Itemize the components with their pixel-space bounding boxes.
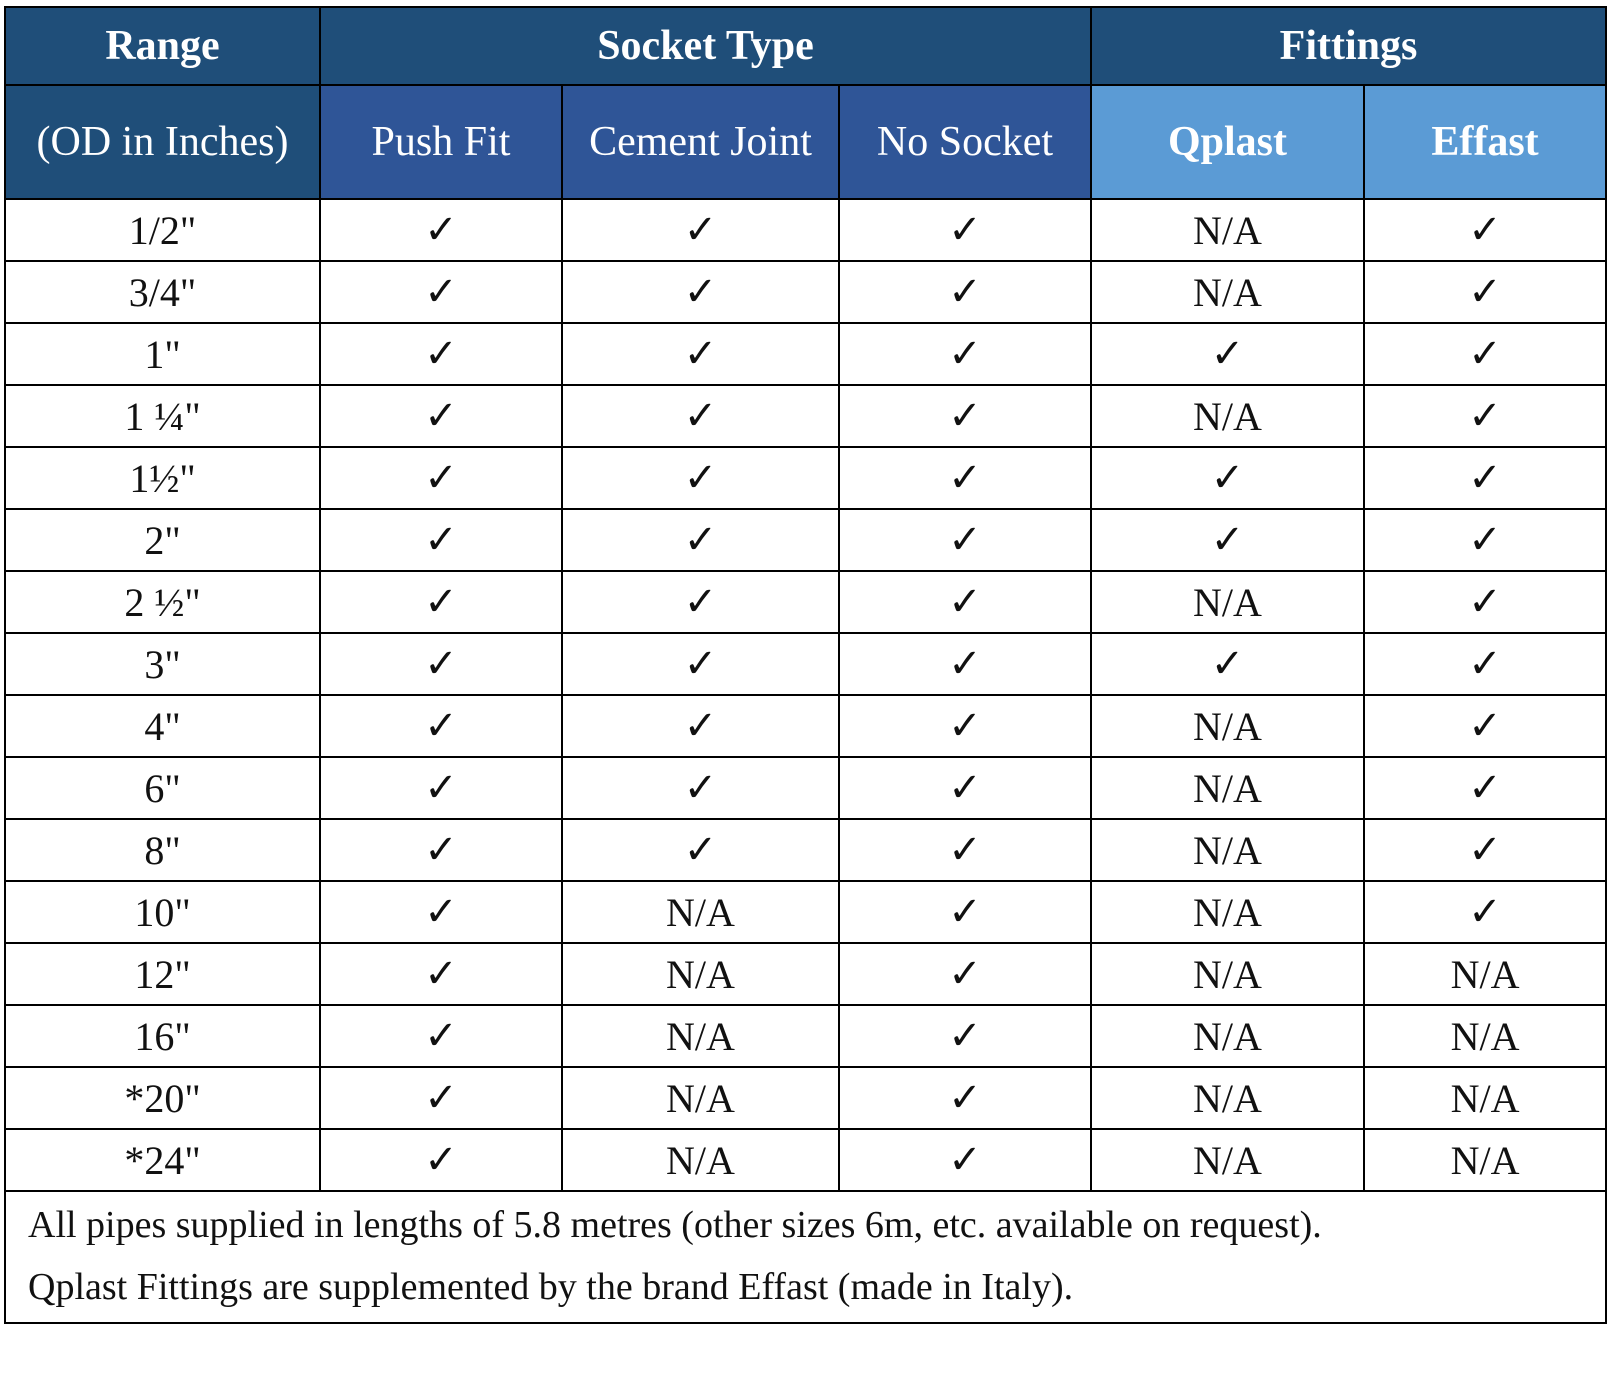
push-fit-check-icon: ✓ [320, 509, 562, 571]
cement-joint-check-icon: ✓ [562, 819, 839, 881]
no-socket-check-icon: ✓ [839, 881, 1091, 943]
qplast-cell: N/A [1091, 571, 1364, 633]
size-cell: 3" [5, 633, 320, 695]
cement-joint-cell: N/A [562, 1005, 839, 1067]
size-cell: 1½" [5, 447, 320, 509]
no-socket-check-icon: ✓ [839, 1067, 1091, 1129]
size-cell: 1/2" [5, 199, 320, 261]
no-socket-check-icon: ✓ [839, 1129, 1091, 1191]
effast-cell: N/A [1364, 943, 1606, 1005]
cement-joint-check-icon: ✓ [562, 633, 839, 695]
push-fit-check-icon: ✓ [320, 757, 562, 819]
qplast-cell: N/A [1091, 695, 1364, 757]
table-row [5, 757, 1606, 819]
push-fit-check-icon: ✓ [320, 943, 562, 1005]
size-cell: 3/4" [5, 261, 320, 323]
pipe-range-table [4, 6, 1607, 1324]
table-row [5, 1005, 1606, 1067]
effast-check-icon: ✓ [1364, 509, 1606, 571]
no-socket-check-icon: ✓ [839, 447, 1091, 509]
qplast-cell: N/A [1091, 1129, 1364, 1191]
qplast-cell: N/A [1091, 881, 1364, 943]
header-row-sub [5, 85, 1606, 199]
effast-cell: N/A [1364, 1129, 1606, 1191]
cement-joint-cell: N/A [562, 881, 839, 943]
size-cell: 2 ½" [5, 571, 320, 633]
table-row [5, 881, 1606, 943]
table-row [5, 819, 1606, 881]
table-row [5, 1067, 1606, 1129]
push-fit-check-icon: ✓ [320, 323, 562, 385]
cement-joint-check-icon: ✓ [562, 323, 839, 385]
effast-check-icon: ✓ [1364, 881, 1606, 943]
cement-joint-check-icon: ✓ [562, 199, 839, 261]
no-socket-check-icon: ✓ [839, 695, 1091, 757]
push-fit-check-icon: ✓ [320, 447, 562, 509]
qplast-cell: N/A [1091, 1005, 1364, 1067]
fittings-header: Fittings [1091, 7, 1606, 85]
size-cell: *20" [5, 1067, 320, 1129]
push-fit-check-icon: ✓ [320, 261, 562, 323]
header-row-top [5, 7, 1606, 85]
size-cell: 12" [5, 943, 320, 1005]
qplast-check-icon: ✓ [1091, 633, 1364, 695]
table-row [5, 571, 1606, 633]
push-fit-check-icon: ✓ [320, 819, 562, 881]
cement-joint-check-icon: ✓ [562, 447, 839, 509]
push-fit-check-icon: ✓ [320, 695, 562, 757]
effast-check-icon: ✓ [1364, 199, 1606, 261]
socket-type-header: Socket Type [320, 7, 1091, 85]
effast-check-icon: ✓ [1364, 385, 1606, 447]
no-socket-check-icon: ✓ [839, 199, 1091, 261]
table-row [5, 323, 1606, 385]
effast-check-icon: ✓ [1364, 447, 1606, 509]
qplast-cell: N/A [1091, 757, 1364, 819]
no-socket-check-icon: ✓ [839, 943, 1091, 1005]
table-row [5, 1129, 1606, 1191]
table-row [5, 199, 1606, 261]
qplast-cell: N/A [1091, 943, 1364, 1005]
table-body [5, 199, 1606, 1191]
no-socket-check-icon: ✓ [839, 571, 1091, 633]
qplast-check-icon: ✓ [1091, 447, 1364, 509]
effast-check-icon: ✓ [1364, 261, 1606, 323]
no-socket-check-icon: ✓ [839, 633, 1091, 695]
effast-check-icon: ✓ [1364, 757, 1606, 819]
size-cell: 1 ¼" [5, 385, 320, 447]
push-fit-check-icon: ✓ [320, 633, 562, 695]
qplast-check-icon: ✓ [1091, 509, 1364, 571]
cement-joint-check-icon: ✓ [562, 695, 839, 757]
no-socket-check-icon: ✓ [839, 261, 1091, 323]
no-socket-check-icon: ✓ [839, 1005, 1091, 1067]
size-cell: *24" [5, 1129, 320, 1191]
notes-row [5, 1191, 1606, 1323]
size-cell: 8" [5, 819, 320, 881]
cement-joint-check-icon: ✓ [562, 571, 839, 633]
no-socket-check-icon: ✓ [839, 385, 1091, 447]
table-row [5, 943, 1606, 1005]
push-fit-check-icon: ✓ [320, 881, 562, 943]
qplast-cell: N/A [1091, 1067, 1364, 1129]
size-cell: 6" [5, 757, 320, 819]
size-cell: 16" [5, 1005, 320, 1067]
push-fit-check-icon: ✓ [320, 571, 562, 633]
effast-header: Effast [1364, 85, 1606, 199]
qplast-cell: N/A [1091, 199, 1364, 261]
table-row [5, 509, 1606, 571]
note-effast: Qplast Fittings are supplemented by the brand Effast (made in Italy). [28, 1266, 1074, 1308]
size-cell: 4" [5, 695, 320, 757]
push-fit-check-icon: ✓ [320, 385, 562, 447]
no-socket-check-icon: ✓ [839, 757, 1091, 819]
range-header: Range [5, 7, 320, 85]
no-socket-check-icon: ✓ [839, 819, 1091, 881]
range-subheader: (OD in Inches) [5, 85, 320, 199]
no-socket-check-icon: ✓ [839, 509, 1091, 571]
notes-cell [5, 1191, 1606, 1323]
qplast-cell: N/A [1091, 819, 1364, 881]
push-fit-check-icon: ✓ [320, 199, 562, 261]
qplast-header: Qplast [1091, 85, 1364, 199]
table-row [5, 447, 1606, 509]
qplast-cell: N/A [1091, 261, 1364, 323]
effast-cell: N/A [1364, 1067, 1606, 1129]
effast-cell: N/A [1364, 1005, 1606, 1067]
table-row [5, 261, 1606, 323]
cement-joint-cell: N/A [562, 943, 839, 1005]
effast-check-icon: ✓ [1364, 571, 1606, 633]
push-fit-check-icon: ✓ [320, 1129, 562, 1191]
cement-joint-cell: N/A [562, 1067, 839, 1129]
qplast-cell: N/A [1091, 385, 1364, 447]
size-cell: 2" [5, 509, 320, 571]
effast-check-icon: ✓ [1364, 633, 1606, 695]
table-row [5, 633, 1606, 695]
cement-joint-cell: N/A [562, 1129, 839, 1191]
note-lengths: All pipes supplied in lengths of 5.8 metres (other sizes 6m, etc. available on request). [28, 1204, 1322, 1246]
cement-joint-check-icon: ✓ [562, 261, 839, 323]
table-row [5, 385, 1606, 447]
push-fit-check-icon: ✓ [320, 1005, 562, 1067]
push-fit-check-icon: ✓ [320, 1067, 562, 1129]
qplast-check-icon: ✓ [1091, 323, 1364, 385]
effast-check-icon: ✓ [1364, 695, 1606, 757]
push-fit-header: Push Fit [320, 85, 562, 199]
cement-joint-check-icon: ✓ [562, 385, 839, 447]
cement-joint-check-icon: ✓ [562, 757, 839, 819]
size-cell: 10" [5, 881, 320, 943]
size-cell: 1" [5, 323, 320, 385]
no-socket-header: No Socket [839, 85, 1091, 199]
no-socket-check-icon: ✓ [839, 323, 1091, 385]
table-row [5, 695, 1606, 757]
cement-joint-check-icon: ✓ [562, 509, 839, 571]
cement-joint-header: Cement Joint [562, 85, 839, 199]
effast-check-icon: ✓ [1364, 323, 1606, 385]
effast-check-icon: ✓ [1364, 819, 1606, 881]
